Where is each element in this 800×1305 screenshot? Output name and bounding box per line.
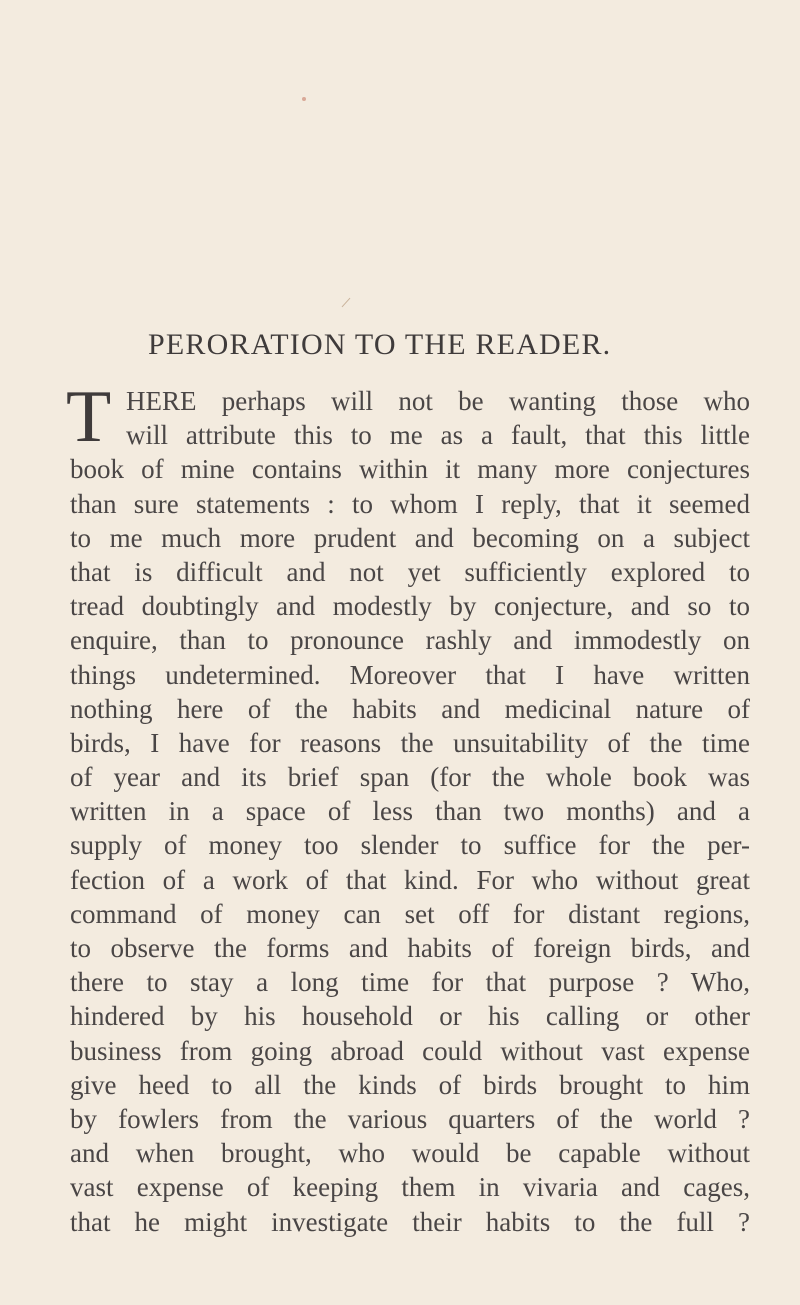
text-line: supply of money too slender to suffice for the per- [70,830,750,861]
text-line: that is difficult and not yet sufficiently explored to [70,556,750,587]
text-line: to observe the forms and habits of foreign birds, and [70,933,750,963]
text-line: written in a space of less than two months) and a [70,796,750,827]
text-line: tread doubtingly and modestly by conjecture, and so to [70,591,750,622]
text-line: command of money can set off for distant regions, [70,898,750,929]
text-line: of year and its brief span (for the whole book was [70,762,750,793]
text-line: and when brought, who would be capable without [70,1138,750,1169]
text-line: enquire, than to pronounce rashly and immodestly on [70,625,750,656]
text-line: vast expense of keeping them in vivaria and cages, [70,1172,750,1203]
text-line: to me much more prudent and becoming on a subject [70,522,750,553]
text-line: by fowlers from the various quarters of the world ? [70,1103,750,1134]
text-line: nothing here of the habits and medicinal nature of [70,693,750,724]
text-line: business from going abroad could without vast expense [70,1035,750,1066]
text-line: birds, I have for reasons the unsuitability of the time [70,727,750,758]
text-line: hindered by his household or his calling or other [70,1001,750,1032]
drop-cap: T [66,376,112,458]
body-paragraph [70,384,750,1239]
chapter-title: PERORATION TO THE READER. [148,328,612,361]
text-line: HERE perhaps will not be wanting those who [126,386,750,416]
text-line: than sure statements : to whom I reply, that it seemed [70,488,750,519]
text-line: fection of a work of that kind. For who without great [70,864,750,895]
text-line: there to stay a long time for that purpose ? Who, [70,967,750,998]
text-line: book of mine contains within it many more conjectures [70,454,750,485]
page-speck [302,97,306,101]
text-line: things undetermined. Moreover that I have written [70,659,750,690]
text-line: will attribute this to me as a fault, that this little [126,420,750,451]
pencil-mark [342,298,351,308]
text-line: that he might investigate their habits to the full ? [70,1206,750,1237]
text-line: give heed to all the kinds of birds brought to him [70,1069,750,1100]
